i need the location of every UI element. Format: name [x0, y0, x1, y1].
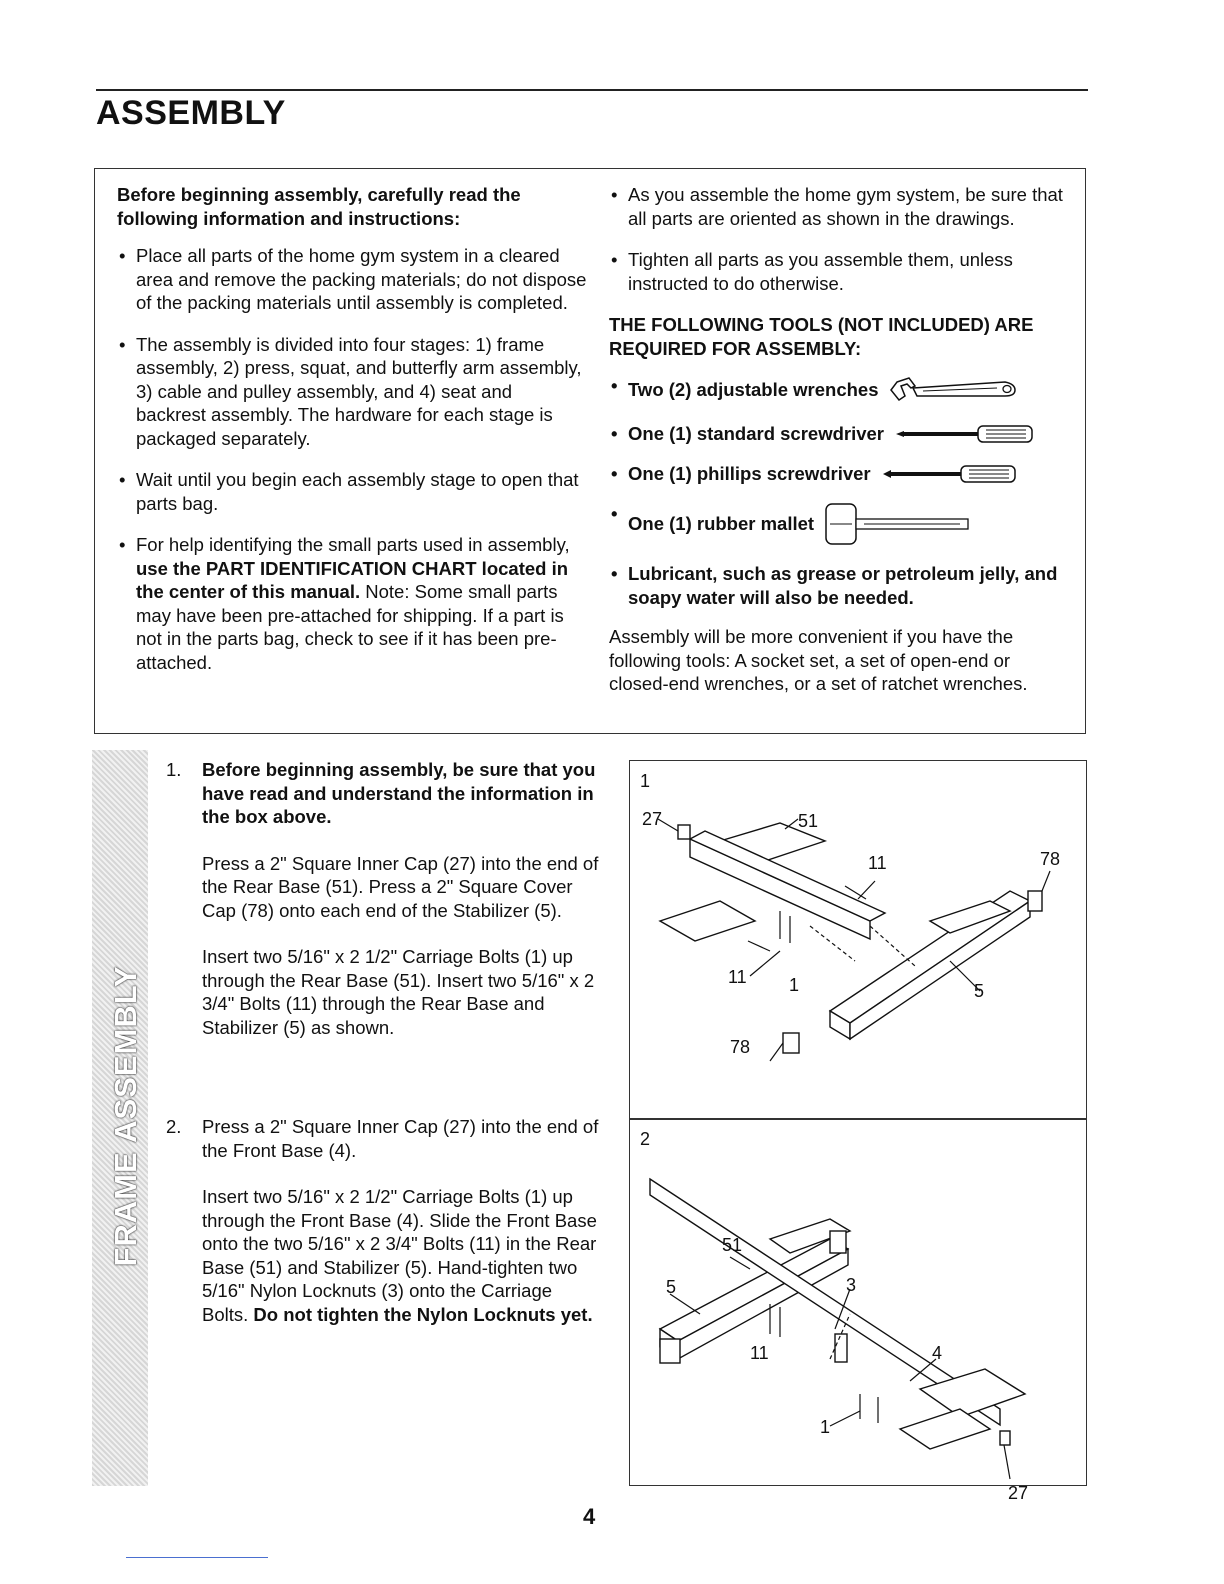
standard-screwdriver-icon — [894, 422, 1039, 446]
help-note: Note: Some small parts may have been pre-attached for shipping. If a part is not in the parts bag, check to see if it has been pre-attached. — [136, 581, 564, 673]
callout-label: 27 — [1008, 1483, 1029, 1503]
callout-label: 5 — [666, 1277, 677, 1297]
callout-label: 11 — [868, 853, 887, 873]
instruction-list — [117, 244, 587, 674]
instructions-left-column — [117, 183, 587, 692]
instruction-item: • As you assemble the home gym system, be sure that all parts are oriented as shown in the drawings. — [609, 183, 1069, 230]
figure-1-diagram — [630, 761, 1086, 1117]
tool-label: • One (1) standard screwdriver — [628, 423, 885, 445]
callout-label: 27 — [642, 809, 663, 829]
callout-label: 11 — [750, 1343, 769, 1363]
step-paragraph: Insert two 5/16" x 2 1/2" Carriage Bolts (1) up through the Rear Base (51). Insert two 5/16" x 2 3/4" Bolts (11) through the Rear Base and Stabilizer (5) as shown. — [202, 946, 595, 1038]
callout-label: 51 — [798, 811, 819, 831]
tool-item — [609, 462, 1069, 486]
callout-label: 1 — [789, 975, 800, 995]
tool-item — [609, 502, 1069, 546]
step-paragraph: Press a 2" Square Inner Cap (27) into the end of the Front Base (4). — [202, 1116, 599, 1161]
callout-label: 4 — [932, 1343, 943, 1363]
footer-line — [126, 1557, 268, 1558]
tools-list — [609, 374, 1069, 609]
figures-box — [629, 760, 1087, 1503]
callout-label: 11 — [728, 967, 747, 987]
callout-label: 1 — [820, 1417, 831, 1437]
tool-label: • One (1) rubber mallet — [628, 513, 815, 535]
page-number: 4 — [583, 1504, 596, 1529]
step-paragraph-final — [202, 1185, 602, 1326]
step-warning: Do not tighten the Nylon Locknuts yet. — [253, 1303, 593, 1325]
figure-number: 2 — [640, 1129, 651, 1149]
callout-label: 3 — [846, 1275, 857, 1295]
callout-label: 78 — [730, 1037, 751, 1057]
title-rule — [96, 89, 1088, 91]
instructions-heading: Before beginning assembly, carefully read the following information and instructions: — [117, 184, 521, 229]
instruction-item: • Tighten all parts as you assemble them, unless instructed to do otherwise. — [609, 248, 1069, 295]
rubber-mallet-icon — [824, 502, 984, 546]
instruction-item-help — [117, 533, 587, 674]
callout-label: 5 — [974, 981, 985, 1001]
help-bold: use the PART IDENTIFICATION CHART located in the center of this manual. — [136, 557, 569, 602]
step-number: 1. — [166, 759, 182, 780]
tools-heading: THE FOLLOWING TOOLS (NOT INCLUDED) ARE REQUIRED FOR ASSEMBLY: — [609, 314, 1034, 359]
step-number: 2. — [166, 1116, 182, 1137]
instruction-list-right — [609, 183, 1069, 295]
step-paragraph: Press a 2" Square Inner Cap (27) into the end of the Rear Base (51). Press a 2" Square Cover Cap (78) onto each end of the Stabilizer (5). — [202, 852, 599, 921]
step-intro: Before beginning assembly, be sure that you have read and understand the information in the box above. — [202, 759, 596, 827]
figure-2-diagram — [630, 1119, 1086, 1503]
instructions-box — [94, 168, 1086, 734]
help-prefix: For help identifying the small parts used in assembly, — [136, 534, 570, 555]
tool-item — [609, 374, 1069, 406]
page-title: ASSEMBLY — [96, 94, 286, 132]
sidebar-label: FRAME ASSEMBLY — [108, 965, 143, 1267]
instructions-right-column — [609, 183, 1069, 696]
callout-label: 78 — [1040, 849, 1061, 869]
instruction-item: • Place all parts of the home gym system in a cleared area and remove the packing materials; do not dispose of the packing materials until assembly is completed. — [117, 244, 587, 315]
phillips-screwdriver-icon — [881, 462, 1021, 486]
tool-label: • One (1) phillips screwdriver — [628, 463, 871, 485]
tool-item: • Lubricant, such as grease or petroleum jelly, and soapy water will also be needed. — [609, 562, 1069, 609]
tool-item — [609, 422, 1069, 446]
adjustable-wrench-icon — [889, 374, 1019, 406]
step-text: Insert two 5/16" x 2 1/2" Carriage Bolts (1) up through the Front Base (4). Slide the Front Base onto the two 5/16" x 2 3/4" Bolts (11) in the Rear Base (51) and Stabilizer (5). Hand-tighten two 5/16" Nylon Locknuts (3) onto the Carriage Bolts. — [202, 1186, 597, 1325]
tool-label: • Two (2) adjustable wrenches — [628, 379, 879, 401]
instruction-item: • Wait until you begin each assembly stage to open that parts bag. — [117, 468, 587, 515]
convenience-note: Assembly will be more convenient if you have the following tools: A socket set, a set of open-end or closed-end wrenches, or a set of ratchet wrenches. — [609, 626, 1028, 694]
instruction-item: • The assembly is divided into four stages: 1) frame assembly, 2) press, squat, and butterfly arm assembly, 3) cable and pulley assembly, and 4) seat and backrest assembly. The hardware for each stage is packaged separately. — [117, 333, 587, 451]
callout-label: 51 — [722, 1235, 743, 1255]
figure-number: 1 — [640, 771, 651, 791]
